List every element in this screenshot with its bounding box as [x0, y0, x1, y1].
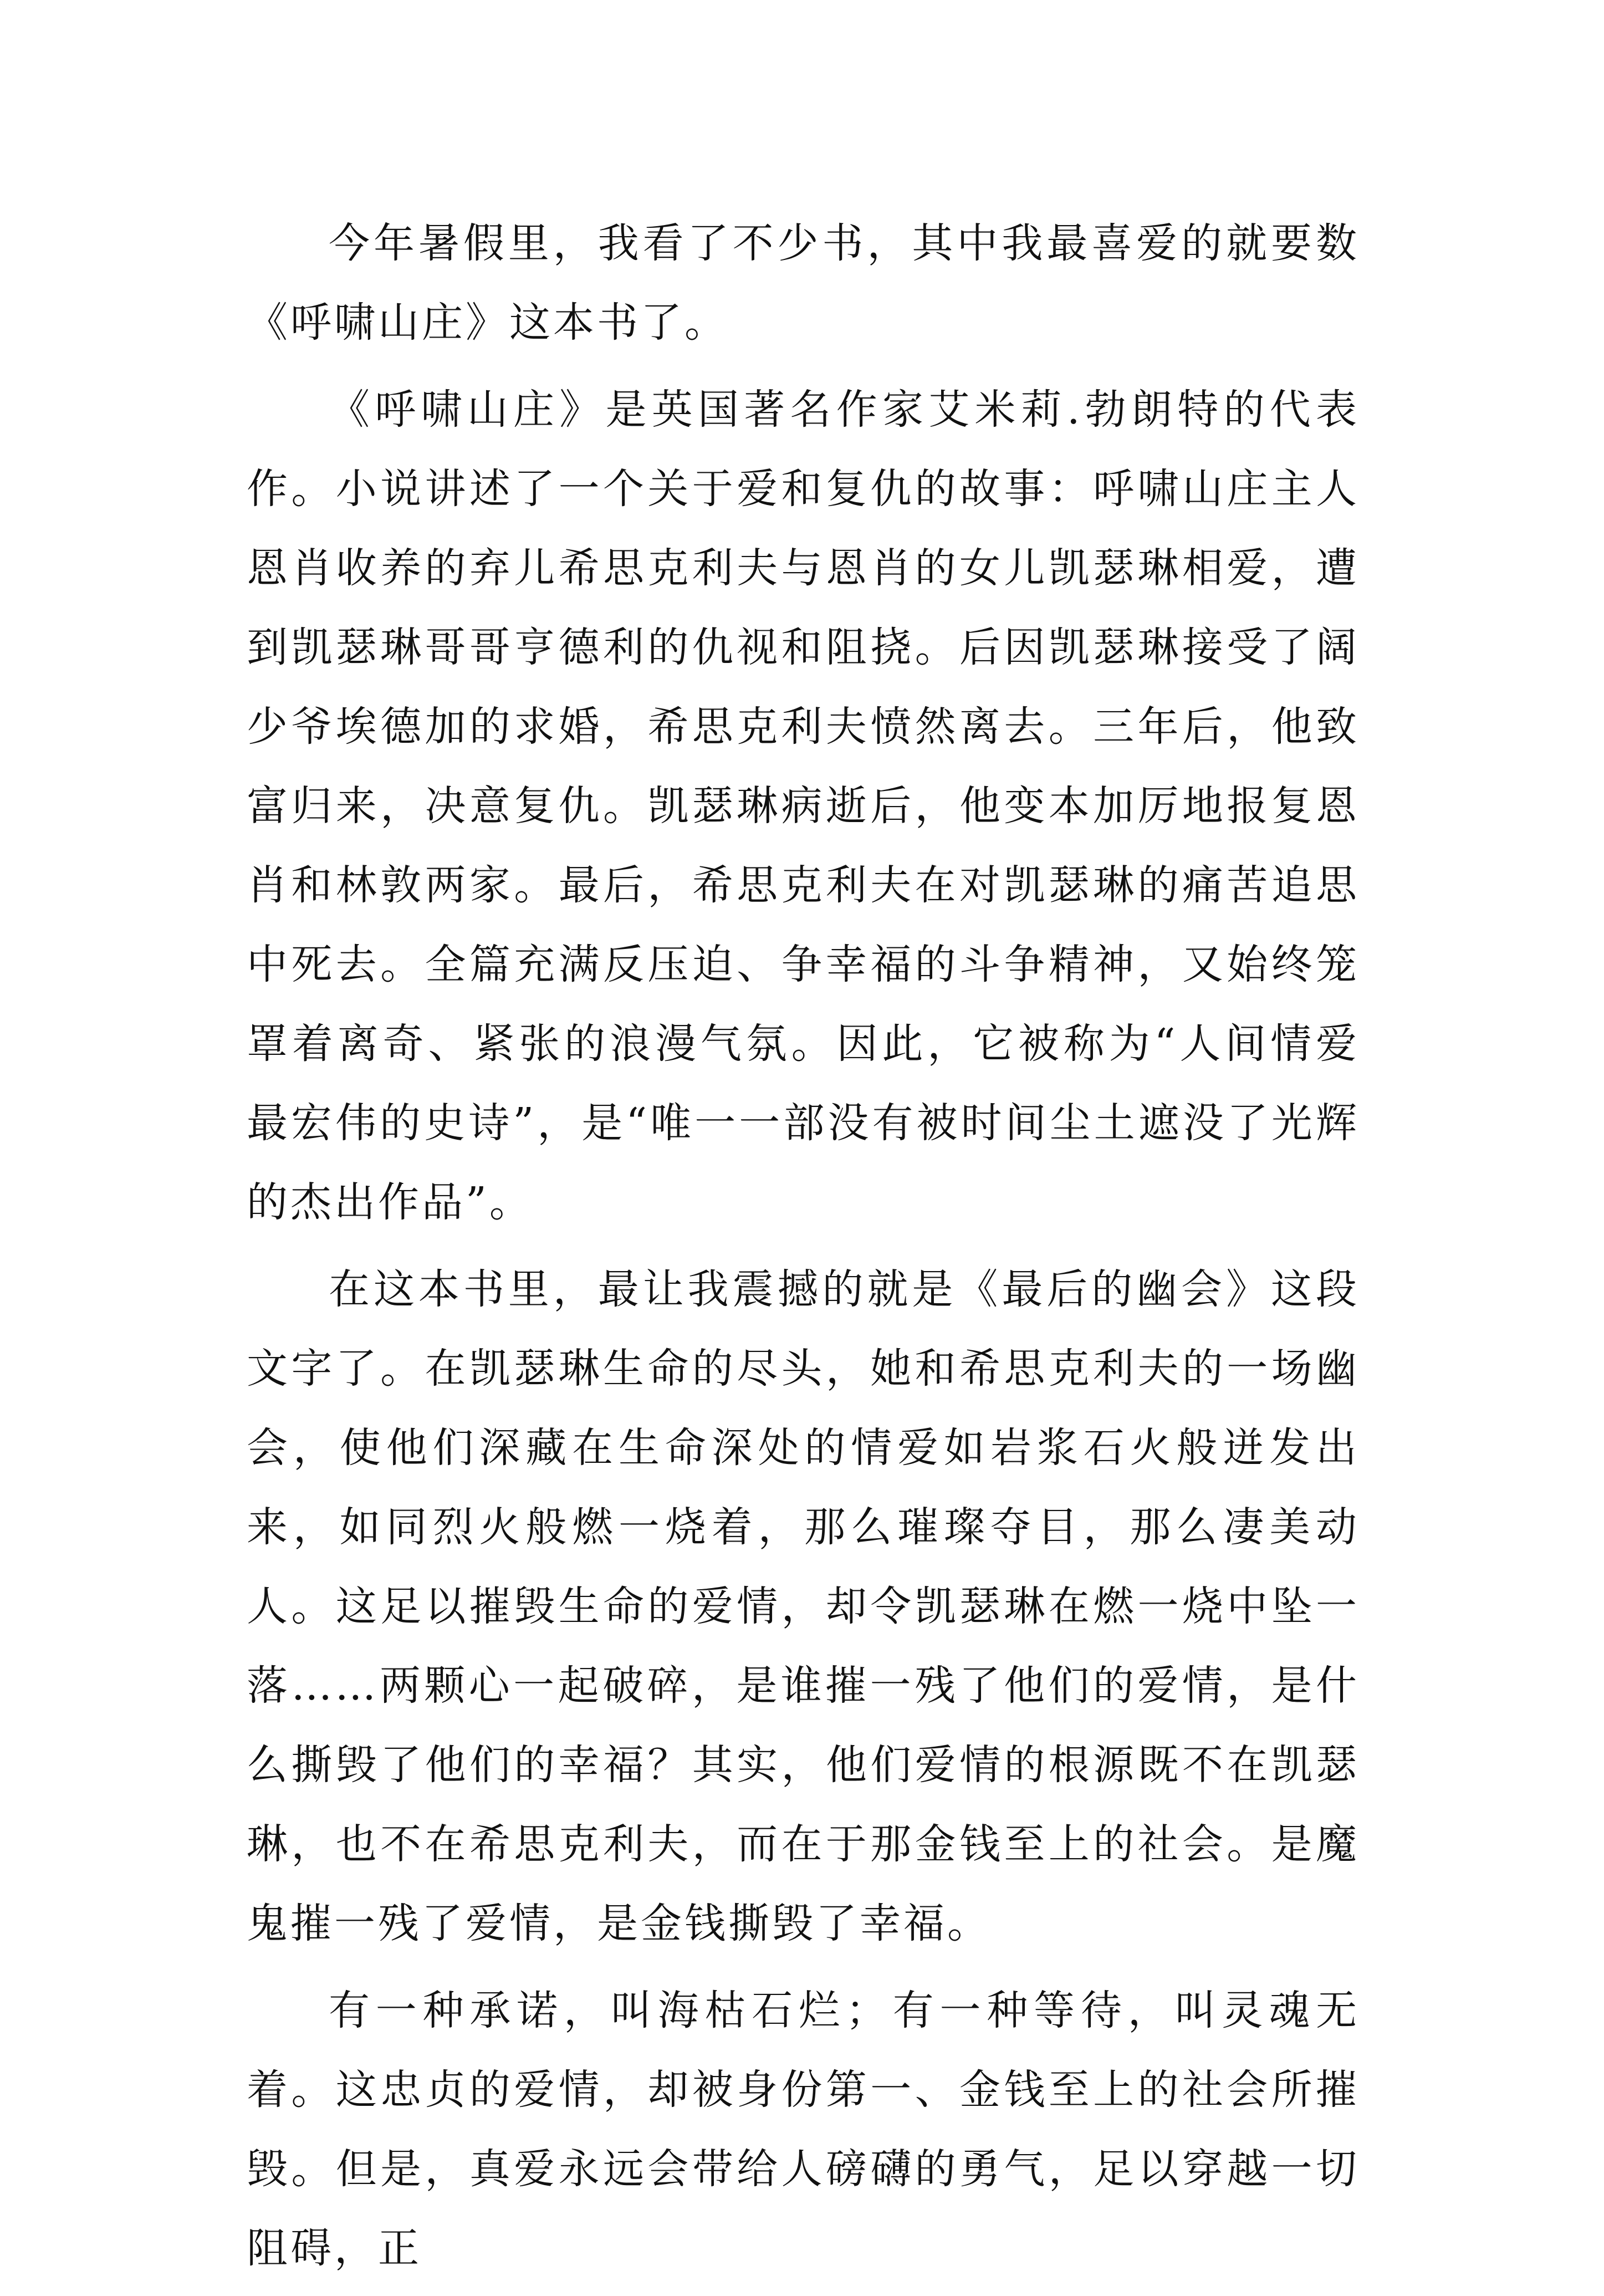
document-body — [247, 204, 1360, 2296]
paragraph-2: 《呼啸山庄》是英国著名作家艾米莉.勃朗特的代表作。小说讲述了一个关于爱和复仇的故事：呼啸山庄主人恩肖收养的弃儿希思克利夫与恩肖的女儿凯瑟琳相爱，遭到凯瑟琳哥哥亨德利的仇视和阻挠。后因凯瑟琳接受了阔少爷埃德加的求婚，希思克利夫愤然离去。三年后，他致富归来，决意复仇。凯瑟琳病逝后，他变本加厉地报复恩肖和林敦两家。最后，希思克利夫在对凯瑟琳的痛苦追思中死去。全篇充满反压迫、争幸福的斗争精神，又始终笼罩着离奇、紧张的浪漫气氛。因此，它被称为“人间情爱最宏伟的史诗”，是“唯一一部没有被时间尘土遮没了光辉的杰出作品”。 — [247, 386, 1360, 1226]
paragraph-1: 今年暑假里，我看了不少书，其中我最喜爱的就要数《呼啸山庄》这本书了。 — [247, 220, 1360, 346]
paragraph-3: 在这本书里，最让我震撼的就是《最后的幽会》这段文字了。在凯瑟琳生命的尽头，她和希思克利夫的一场幽会，使他们深藏在生命深处的情爱如岩浆石火般迸发出来，如同烈火般燃一烧着，那么璀璨夺目，那么凄美动人。这足以摧毁生命的爱情，却令凯瑟琳在燃一烧中坠一落……两颗心一起破碎，是谁摧一残了他们的爱情，是什么撕毁了他们的幸福？其实，他们爱情的根源既不在凯瑟琳，也不在希思克利夫，而在于那金钱至上的社会。是魔鬼摧一残了爱情，是金钱撕毁了幸福。 — [247, 1266, 1360, 1947]
paragraph-4: 有一种承诺，叫海枯石烂；有一种等待，叫灵魂无着。这忠贞的爱情，却被身份第一、金钱至上的社会所摧毁。但是，真爱永远会带给人磅礴的勇气，足以穿越一切阻碍，正 — [247, 1987, 1360, 2272]
